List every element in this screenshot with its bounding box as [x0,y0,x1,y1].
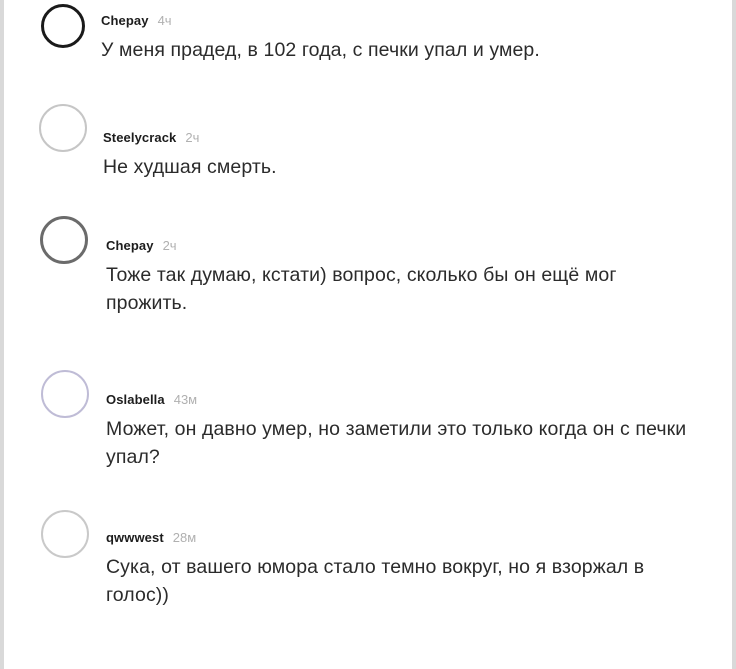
comment-timestamp: 43м [173,392,198,407]
right-edge-border [732,0,736,669]
comment-meta [106,530,701,545]
comment-item [41,370,701,472]
comment-item [39,104,699,181]
comment-author[interactable]: qwwwest [106,530,164,545]
comment-body [101,4,701,64]
comment-meta [106,392,701,407]
comment-body [106,370,701,472]
comment-text: У меня прадед, в 102 года, с печки упал и умер. [101,39,540,61]
left-edge-border [0,0,4,669]
comment-text: Сука, от вашего юмора стало темно вокруг, но я взоржал в голос)) [106,556,645,607]
comment-author[interactable]: Oslabella [106,392,165,407]
comment-item [41,4,701,64]
comment-text: Может, он давно умер, но заметили это только когда он с печки упал? [106,418,687,469]
comment-meta [101,13,701,28]
comment-timestamp: 28м [172,530,197,545]
comment-timestamp: 2ч [162,238,177,253]
avatar-circle[interactable] [41,510,89,558]
comment-text: Не худшая смерть. [103,156,277,178]
comment-body [106,216,700,318]
comment-timestamp: 4ч [157,13,172,28]
comment-timestamp: 2ч [185,130,200,145]
comment-item [41,510,701,610]
comment-body [106,510,701,610]
avatar-circle[interactable] [41,4,85,48]
comment-body [103,104,699,181]
comment-author[interactable]: Chepay [101,13,149,28]
comment-item [40,216,700,318]
comment-author[interactable]: Steelycrack [103,130,177,145]
comment-meta [106,238,700,253]
comment-meta [103,130,699,145]
comment-author[interactable]: Chepay [106,238,154,253]
avatar-circle[interactable] [40,216,88,264]
avatar-circle[interactable] [39,104,87,152]
comment-text: Тоже так думаю, кстати) вопрос, сколько бы он ещё мог прожить. [106,264,617,315]
avatar-circle[interactable] [41,370,89,418]
